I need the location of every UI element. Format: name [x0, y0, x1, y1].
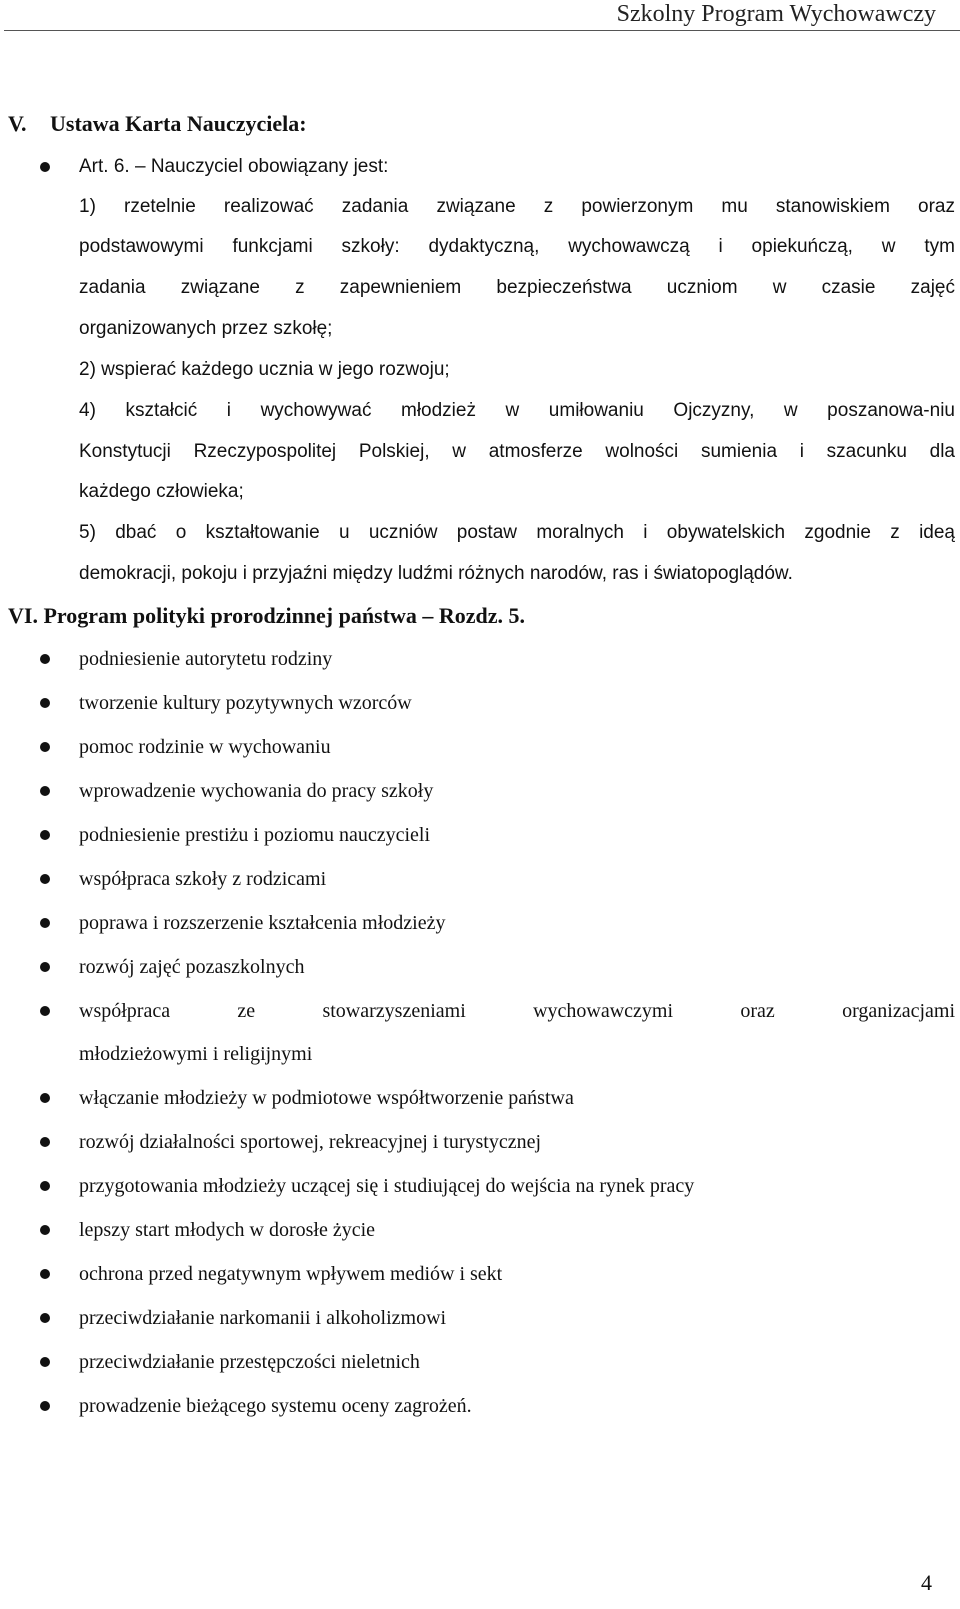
- section-vi-heading: [8, 602, 525, 630]
- policy-item: przeciwdziałanie narkomanii i alkoholizmowi: [79, 1307, 447, 1329]
- bullet-icon: [40, 1401, 50, 1411]
- section-v-number: V.: [8, 111, 27, 136]
- policy-item: ochrona przed negatywnym wpływem mediów i sekt: [79, 1263, 503, 1285]
- policy-item: rozwój zajęć pozaszkolnych: [79, 956, 305, 978]
- bullet-icon: [40, 1093, 50, 1103]
- header-rule: [4, 30, 960, 31]
- policy-item: poprawa i rozszerzenie kształcenia młodzieży: [79, 912, 446, 934]
- duty-4-line-1: 4) kształcić i wychowywać młodzież w umiłowaniu Ojczyzny, w poszanowa-niu: [79, 400, 955, 421]
- policy-item: włączanie młodzieży w podmiotowe współtworzenie państwa: [79, 1087, 574, 1109]
- bullet-icon: [40, 1006, 50, 1016]
- bullet-icon: [40, 918, 50, 928]
- policy-item: tworzenie kultury pozytywnych wzorców: [79, 692, 412, 714]
- duty-1-line-1: 1) rzetelnie realizować zadania związane z powierzonym mu stanowiskiem oraz: [79, 196, 955, 217]
- running-header-title: Szkolny Program Wychowawczy: [616, 1, 936, 27]
- policy-item: lepszy start młodych w dorosłe życie: [79, 1219, 376, 1241]
- policy-item: współpraca ze stowarzyszeniami wychowawczymi oraz organizacjami: [79, 1000, 955, 1022]
- bullet-icon: [40, 1269, 50, 1279]
- page-number: 4: [921, 1570, 932, 1595]
- bullet-icon: [40, 162, 50, 172]
- section-v-heading: [8, 110, 307, 138]
- bullet-icon: [40, 962, 50, 972]
- policy-item: rozwój działalności sportowej, rekreacyjnej i turystycznej: [79, 1131, 542, 1153]
- duty-4-line-3: każdego człowieka;: [79, 481, 244, 502]
- section-vi-title: Program polityki prorodzinnej państwa – Rozdz. 5.: [43, 603, 526, 628]
- policy-item: wprowadzenie wychowania do pracy szkoły: [79, 780, 434, 802]
- policy-item: przeciwdziałanie przestępczości nieletnich: [79, 1351, 420, 1373]
- bullet-icon: [40, 786, 50, 796]
- bullet-icon: [40, 1357, 50, 1367]
- policy-item: prowadzenie bieżącego systemu oceny zagrożeń.: [79, 1395, 472, 1417]
- bullet-icon: [40, 1313, 50, 1323]
- bullet-icon: [40, 1137, 50, 1147]
- policy-item: podniesienie autorytetu rodziny: [79, 648, 333, 670]
- policy-item: współpraca szkoły z rodzicami: [79, 868, 327, 890]
- bullet-icon: [40, 830, 50, 840]
- duty-5-line-1: 5) dbać o kształtowanie u uczniów postaw moralnych i obywatelskich zgodnie z ideą: [79, 522, 955, 543]
- bullet-icon: [40, 1225, 50, 1235]
- section-v-title: Ustawa Karta Nauczyciela:: [50, 111, 307, 136]
- bullet-icon: [40, 1181, 50, 1191]
- article-prefix: Art. 6. –: [79, 156, 151, 177]
- bullet-icon: [40, 874, 50, 884]
- policy-item-continuation: młodzieżowymi i religijnymi: [79, 1043, 313, 1065]
- article-6-line: [79, 154, 955, 180]
- bullet-icon: [40, 742, 50, 752]
- policy-item: pomoc rodzinie w wychowaniu: [79, 736, 331, 758]
- duty-1-line-3: zadania związane z zapewnieniem bezpieczeństwa uczniom w czasie zajęć: [79, 277, 955, 298]
- bullet-icon: [40, 698, 50, 708]
- article-intro: Nauczyciel obowiązany jest:: [150, 156, 389, 177]
- duty-1-line-4: organizowanych przez szkołę;: [79, 318, 333, 339]
- policy-item: przygotowania młodzieży uczącej się i studiującej do wejścia na rynek pracy: [79, 1175, 695, 1197]
- duty-2-line: 2) wspierać każdego ucznia w jego rozwoju;: [79, 359, 450, 380]
- duty-4-line-2: Konstytucji Rzeczypospolitej Polskiej, w atmosferze wolności sumienia i szacunku dla: [79, 441, 955, 462]
- duty-1-line-2: podstawowymi funkcjami szkoły: dydaktyczną, wychowawczą i opiekuńczą, w tym: [79, 236, 955, 257]
- section-vi-number: VI.: [8, 603, 38, 628]
- duty-5-line-2: demokracji, pokoju i przyjaźni między ludźmi różnych narodów, ras i światopoglądów.: [79, 563, 793, 584]
- bullet-icon: [40, 654, 50, 664]
- policy-item: podniesienie prestiżu i poziomu nauczycieli: [79, 824, 430, 846]
